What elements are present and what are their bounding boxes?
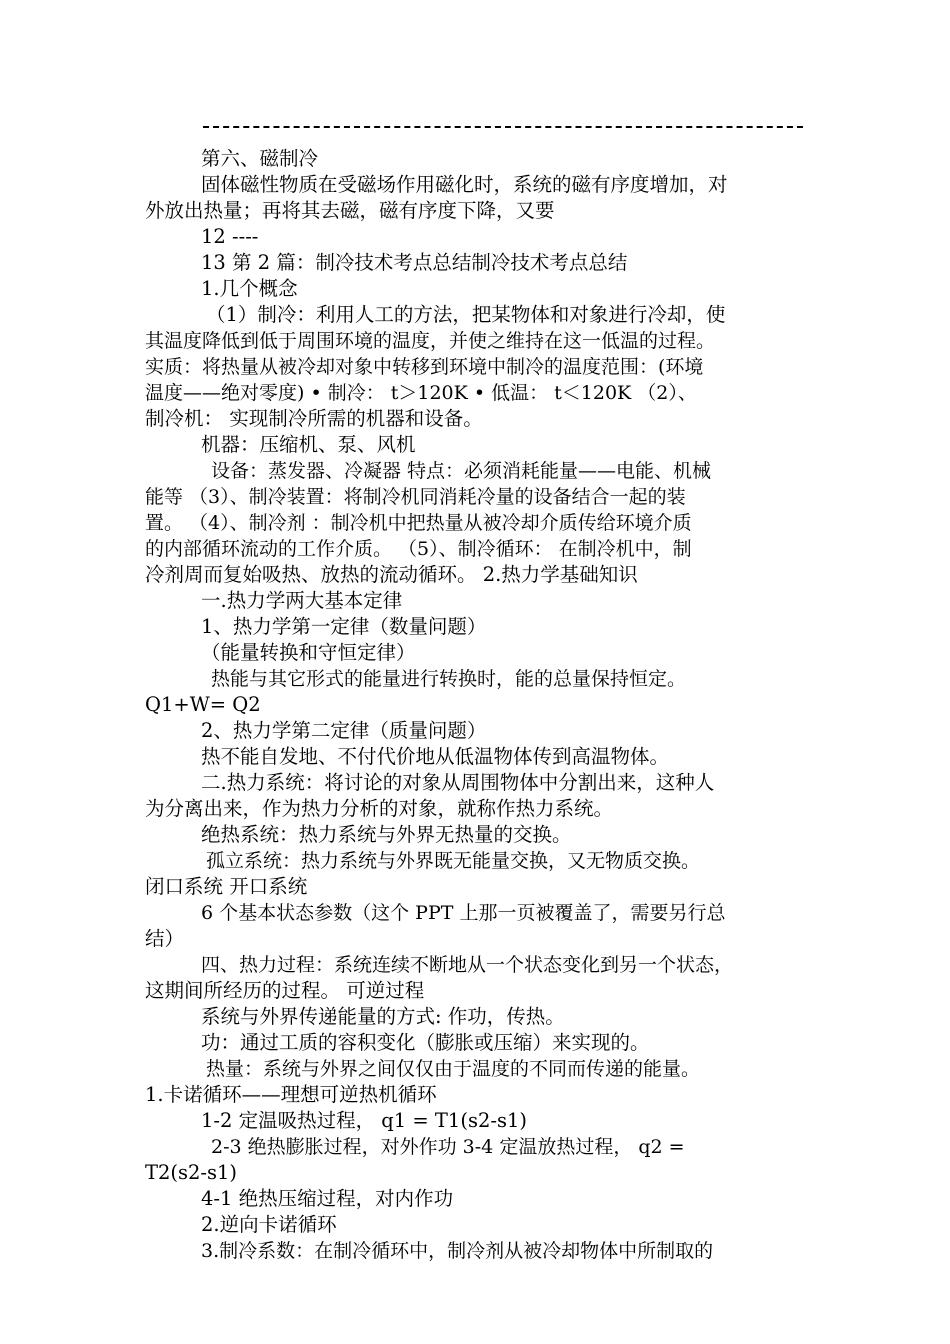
text-line: 系统与外界传递能量的方式: 作功，传热。 xyxy=(201,1005,565,1028)
text-line: 12 ---- xyxy=(201,225,259,248)
text-line: 1、热力学第一定律（数量问题） xyxy=(201,615,487,638)
text-line: 结） xyxy=(145,927,185,950)
text-line: 热能与其它形式的能量进行转换时，能的总量保持恒定。 xyxy=(211,668,687,690)
text-line: 13 第 2 篇：制冷技术考点总结制冷技术考点总结 xyxy=(201,251,628,274)
text-line: 1.卡诺循环——理想可逆热机循环 xyxy=(145,1083,437,1106)
text-line: 2、热力学第二定律（质量问题） xyxy=(201,719,487,742)
text-line: （1）制冷：利用人工的方法，把某物体和对象进行冷却，使 xyxy=(206,303,726,326)
text-line: 机器：压缩机、泵、风机 xyxy=(201,433,416,456)
text-line: 第六、磁制冷 xyxy=(201,147,319,170)
text-line: 绝热系统：热力系统与外界无热量的交换。 xyxy=(201,823,572,846)
text-line: 一.热力学两大基本定律 xyxy=(201,589,403,612)
text-line: 6 个基本状态参数（这个 PPT 上那一页被覆盖了，需要另行总 xyxy=(201,902,726,924)
text-line: 的内部循环流动的工作介质。 （5）、制冷循环： 在制冷机中，制 xyxy=(145,538,692,560)
text-line: 3.制冷系数：在制冷循环中，制冷剂从被冷却物体中所制取的 xyxy=(201,1240,714,1262)
text-line: 热量：系统与外界之间仅仅由于温度的不同而传递的能量。 xyxy=(206,1058,701,1080)
text-line: 2.逆向卡诺循环 xyxy=(201,1213,337,1236)
text-line: 1.几个概念 xyxy=(201,277,298,300)
text-line: 闭口系统 开口系统 xyxy=(145,875,308,898)
text-line: 外放出热量；再将其去磁，磁有序度下降，又要 xyxy=(145,199,555,222)
text-line: 温度——绝对零度) • 制冷： t＞120K • 低温： t＜120K （2）、 xyxy=(145,382,697,404)
text-line: （能量转换和守恒定律） xyxy=(201,641,416,664)
text-line: T2(s2-s1) xyxy=(145,1161,238,1184)
dashed-separator xyxy=(203,126,803,132)
text-line: 固体磁性物质在受磁场作用磁化时，系统的磁有序度增加，对 xyxy=(201,173,728,196)
text-line: Q1+W= Q2 xyxy=(145,693,261,716)
text-line: 1-2 定温吸热过程， q1 = T1(s2-s1) xyxy=(201,1109,527,1132)
text-line: 设备：蒸发器、冷凝器 特点：必须消耗能量——电能、机械 xyxy=(211,460,712,482)
text-line: 热不能自发地、不付代价地从低温物体传到高温物体。 xyxy=(201,745,670,768)
text-line: 置。 （4）、制冷剂 ：制冷机中把热量从被冷却介质传给环境介质 xyxy=(145,512,692,534)
text-line: 4-1 绝热压缩过程，对内作功 xyxy=(201,1187,454,1210)
text-line: 2-3 绝热膨胀过程，对外作功 3-4 定温放热过程， q2 = xyxy=(211,1136,685,1158)
text-line: 其温度降低到低于周围环境的温度，并使之维持在这一低温的过程。 xyxy=(145,330,716,352)
text-line: 功：通过工质的容积变化（膨胀或压缩）来实现的。 xyxy=(201,1031,650,1054)
text-line: 四、热力过程：系统连续不断地从一个状态变化到另一个状态， xyxy=(201,954,734,976)
text-line: 能等 （3）、制冷装置：将制冷机同消耗冷量的设备结合一起的装 xyxy=(145,486,686,508)
text-line: 冷剂周而复始吸热、放热的流动循环。 2.热力学基础知识 xyxy=(145,563,638,586)
text-line: 实质：将热量从被冷却对象中转移到环境中制冷的温度范围：(环境 xyxy=(145,356,704,378)
text-line: 为分离出来，作为热力分析的对象，就称作热力系统。 xyxy=(145,797,614,820)
text-line: 这期间所经历的过程。 可逆过程 xyxy=(145,979,425,1002)
text-line: 二.热力系统：将讨论的对象从周围物体中分割出来，这种人 xyxy=(201,771,715,794)
text-line: 孤立系统：热力系统与外界既无能量交换，又无物质交换。 xyxy=(206,850,701,872)
text-line: 制冷机： 实现制冷所需的机器和设备。 xyxy=(145,407,483,430)
